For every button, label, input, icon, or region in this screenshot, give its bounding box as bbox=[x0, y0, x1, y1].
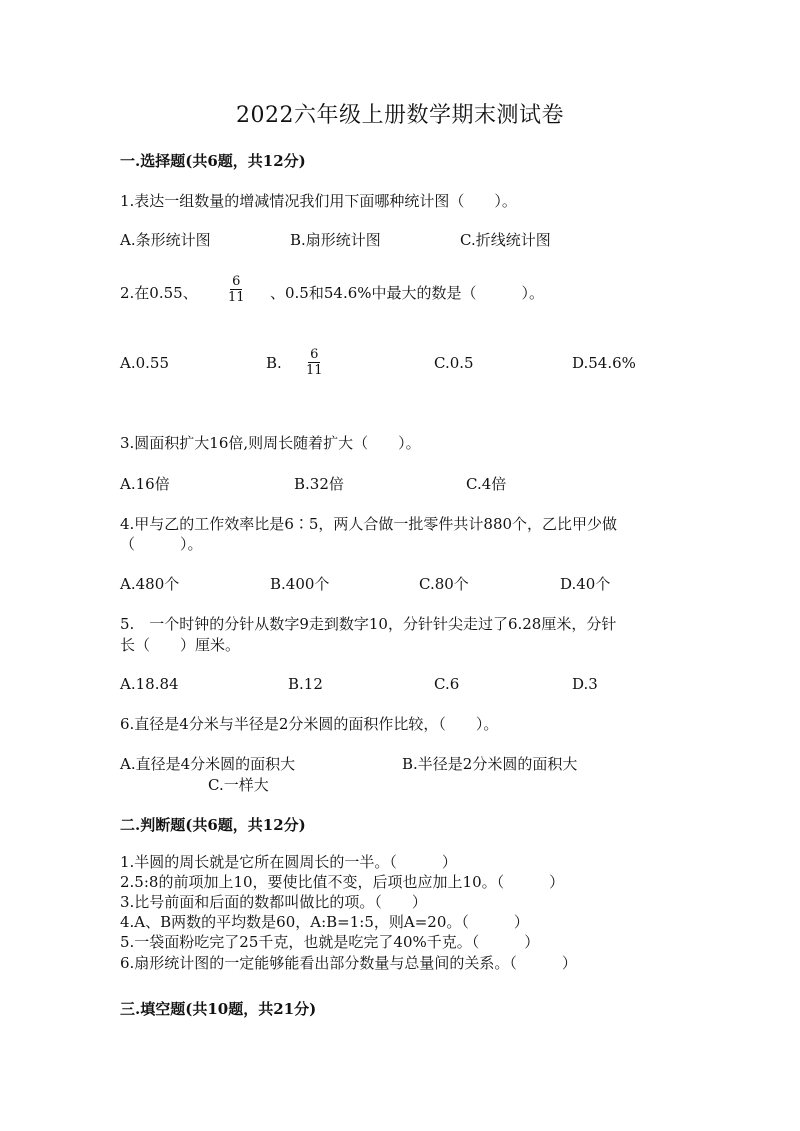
q2-option-b-fraction bbox=[306, 347, 323, 378]
question-4-line-2: （ ）。 bbox=[120, 535, 203, 553]
q2-option-b-fraction-denominator: 11 bbox=[306, 363, 323, 378]
q5-option-d[interactable]: D.3 bbox=[572, 675, 598, 693]
q1-option-c[interactable]: C.折线统计图 bbox=[460, 231, 551, 249]
question-2-part-b: 、0.5和54.6%中最大的数是（ ）。 bbox=[270, 284, 545, 302]
page-title: 2022六年级上册数学期末测试卷 bbox=[236, 103, 564, 128]
q4-option-c[interactable]: C.80个 bbox=[419, 575, 469, 593]
q1-option-b[interactable]: B.扇形统计图 bbox=[290, 231, 381, 249]
question-1: 1.表达一组数量的增减情况我们用下面哪种统计图（ ）。 bbox=[120, 192, 517, 210]
q3-option-a[interactable]: A.16倍 bbox=[120, 475, 170, 493]
q4-option-b[interactable]: B.400个 bbox=[270, 575, 330, 593]
judge-item: 5.一袋面粉吃完了25千克，也就是吃完了40%千克。（ ） bbox=[120, 933, 540, 951]
q6-option-c[interactable]: C.一样大 bbox=[208, 776, 269, 794]
question-6: 6.直径是4分米与半径是2分米圆的面积作比较，（ ）。 bbox=[120, 715, 499, 733]
judge-item: 6.扇形统计图的一定能够能看出部分数量与总量间的关系。（ ） bbox=[120, 954, 577, 972]
q5-option-a[interactable]: A.18.84 bbox=[120, 675, 179, 693]
section-heading-judge: 二.判断题(共6题，共12分) bbox=[120, 816, 306, 834]
q5-option-c[interactable]: C.6 bbox=[434, 675, 460, 693]
judge-item: 4.A、B两数的平均数是60，A:B=1:5，则A=20。（ ） bbox=[120, 913, 529, 931]
q3-option-b[interactable]: B.32倍 bbox=[294, 475, 344, 493]
q2-option-a[interactable]: A.0.55 bbox=[120, 354, 169, 372]
q6-option-b[interactable]: B.半径是2分米圆的面积大 bbox=[402, 755, 578, 773]
q4-option-a[interactable]: A.480个 bbox=[120, 575, 180, 593]
section-heading-choice: 一.选择题(共6题，共12分) bbox=[120, 152, 306, 170]
q2-fraction-denominator: 11 bbox=[228, 290, 245, 305]
q6-option-a[interactable]: A.直径是4分米圆的面积大 bbox=[120, 755, 296, 773]
q2-fraction-numerator: 6 bbox=[232, 274, 241, 289]
judge-item: 3.比号前面和后面的数都叫做比的项。（ ） bbox=[120, 893, 427, 911]
section-heading-fill: 三.填空题(共10题，共21分) bbox=[120, 1000, 317, 1018]
question-4-line-1: 4.甲与乙的工作效率比是6∶5，两人合做一批零件共计880个，乙比甲少做 bbox=[120, 515, 618, 533]
q4-option-d[interactable]: D.40个 bbox=[560, 575, 611, 593]
question-5-line-2: 长（ ）厘米。 bbox=[120, 636, 241, 654]
q2-option-c[interactable]: C.0.5 bbox=[434, 354, 474, 372]
q2-option-b-fraction-numerator: 6 bbox=[310, 347, 319, 362]
question-5-line-1: 5. 一个时钟的分针从数字9走到数字10，分针针尖走过了6.28厘米，分针 bbox=[120, 615, 617, 633]
judge-item: 2.5:8的前项加上10，要使比值不变，后项也应加上10。（ ） bbox=[120, 873, 565, 891]
question-2-part-a: 2.在0.55、 bbox=[120, 284, 198, 302]
q2-option-d[interactable]: D.54.6% bbox=[572, 354, 636, 372]
q5-option-b[interactable]: B.12 bbox=[288, 675, 323, 693]
q2-option-b[interactable]: B. bbox=[266, 354, 282, 372]
judge-item: 1.半圆的周长就是它所在圆周长的一半。（ ） bbox=[120, 853, 457, 871]
question-3: 3.圆面积扩大16倍,则周长随着扩大（ ）。 bbox=[120, 434, 421, 452]
q3-option-c[interactable]: C.4倍 bbox=[466, 475, 507, 493]
q1-option-a[interactable]: A.条形统计图 bbox=[120, 231, 211, 249]
q2-fraction bbox=[228, 274, 245, 305]
